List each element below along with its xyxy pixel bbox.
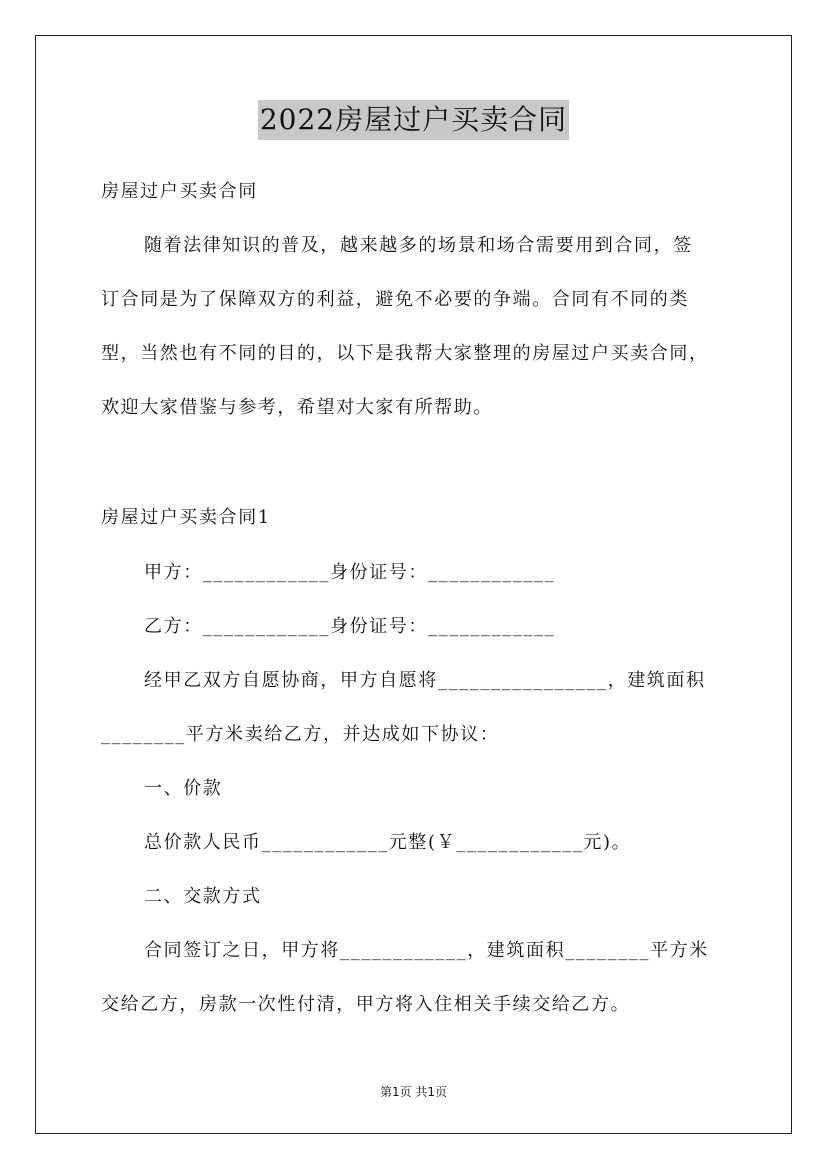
- intro-line-1: 随着法律知识的普及，越来越多的场景和场合需要用到合同，签: [144, 235, 693, 256]
- intro-line-2: 订合同是为了保障双方的利益，避免不必要的争端。合同有不同的类: [101, 289, 689, 310]
- document-title-wrapper: [0, 100, 827, 140]
- document-subtitle: 房屋过户买卖合同: [101, 181, 258, 202]
- page-footer: 第1页 共1页: [379, 1085, 448, 1099]
- document-title: 2022房屋过户买卖合同: [258, 100, 569, 140]
- party-b-line: 乙方：____________身份证号：____________: [144, 616, 556, 637]
- party-a-line: 甲方：____________身份证号：____________: [144, 562, 556, 583]
- clause-2-text-line-2: 交给乙方，房款一次性付清，甲方将入住相关手续交给乙方。: [101, 994, 631, 1015]
- clause-1-text: 总价款人民币____________元整(￥____________元)。: [144, 832, 632, 853]
- clause-2-heading: 二、交款方式: [144, 886, 262, 907]
- clause-2-text-line-1: 合同签订之日，甲方将____________，建筑面积________平方米: [144, 940, 709, 961]
- agreement-line-2: ________平方米卖给乙方，并达成如下协议：: [101, 724, 500, 745]
- intro-line-4: 欢迎大家借鉴与参考，希望对大家有所帮助。: [101, 397, 493, 418]
- agreement-line-1: 经甲乙双方自愿协商，甲方自愿将________________，建筑面积: [144, 670, 706, 691]
- section-heading: 房屋过户买卖合同1: [101, 507, 271, 528]
- clause-1-heading: 一、价款: [144, 778, 223, 799]
- intro-line-3: 型，当然也有不同的目的，以下是我帮大家整理的房屋过户买卖合同，: [101, 343, 709, 364]
